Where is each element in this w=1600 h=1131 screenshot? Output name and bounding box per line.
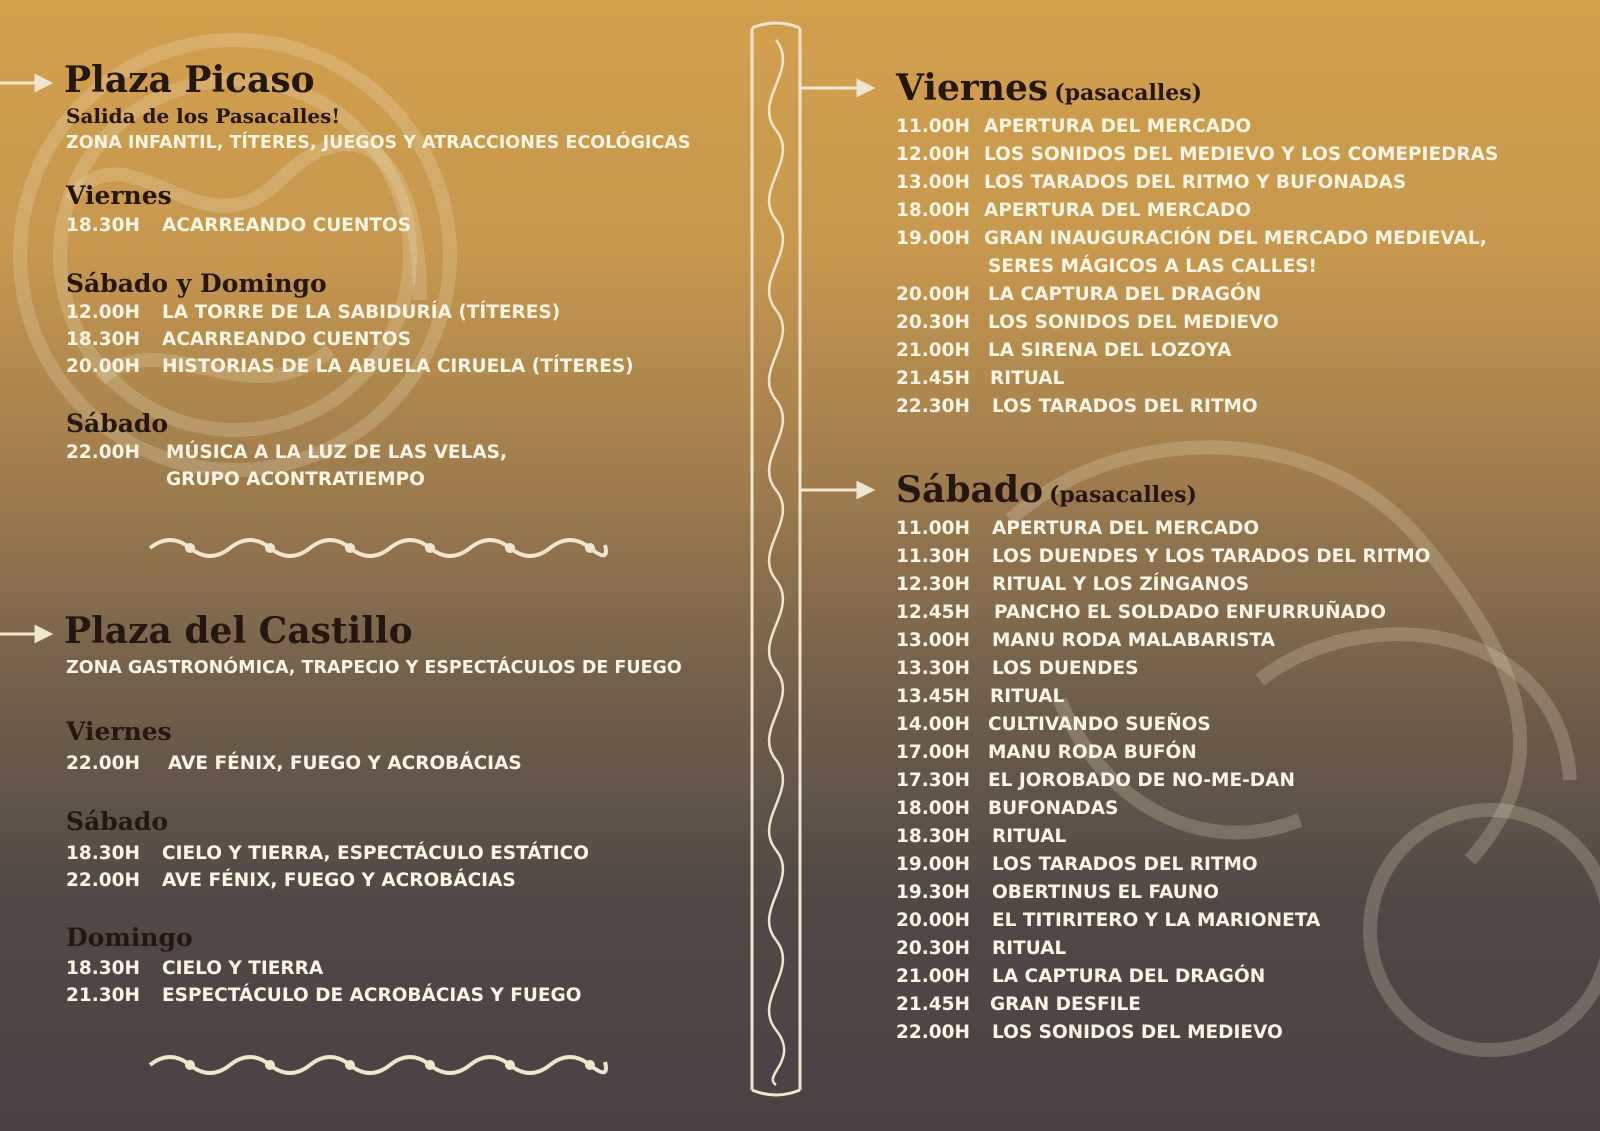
pasacalles-label: (pasacalles) <box>1054 80 1203 106</box>
schedule-row-continuation: SERES MÁGICOS A LAS CALLES! <box>988 256 1317 277</box>
schedule-row: 22.00H LOS SONIDOS DEL MEDIEVO <box>896 1022 1283 1043</box>
schedule-row: 20.00H EL TITIRITERO Y LA MARIONETA <box>896 910 1321 931</box>
schedule-row: 18.30H CIELO Y TIERRA, ESPECTÁCULO ESTÁTICO <box>66 843 589 864</box>
schedule-row: 20.30H LOS SONIDOS DEL MEDIEVO <box>896 312 1279 333</box>
section-title-plaza-picaso: Plaza Picaso <box>64 59 315 101</box>
schedule-row: 12.00H LA TORRE DE LA SABIDURÍA (TÍTERES) <box>66 302 561 323</box>
schedule-row: 21.00H LA SIRENA DEL LOZOYA <box>896 340 1232 361</box>
schedule-row: 12.00H LOS SONIDOS DEL MEDIEVO Y LOS COMEPIEDRAS <box>896 144 1499 165</box>
section-title-sabado: Sábado (pasacalles) <box>896 469 1197 511</box>
pasacalles-label: (pasacalles) <box>1049 482 1197 508</box>
schedule-row: 11.00H APERTURA DEL MERCADO <box>896 116 1252 137</box>
schedule-row: 13.30H LOS DUENDES <box>896 658 1139 679</box>
schedule-row: 22.00H AVE FÉNIX, FUEGO Y ACROBÁCIAS <box>66 870 516 891</box>
schedule-row: 21.30H ESPECTÁCULO DE ACROBÁCIAS Y FUEGO <box>66 985 582 1006</box>
day-heading: Viernes <box>66 181 172 210</box>
schedule-row: 19.00H LOS TARADOS DEL RITMO <box>896 854 1258 875</box>
day-heading: Sábado <box>66 409 169 438</box>
schedule-row: 22.00H MÚSICA A LA LUZ DE LAS VELAS, <box>66 442 508 463</box>
schedule-row: 18.30H RITUAL <box>896 826 1067 847</box>
schedule-row: 13.00H LOS TARADOS DEL RITMO Y BUFONADAS <box>896 172 1407 193</box>
schedule-row-continuation: GRUPO ACONTRATIEMPO <box>166 469 425 490</box>
schedule-row: 18.30H CIELO Y TIERRA <box>66 958 324 979</box>
schedule-row: 11.30H LOS DUENDES Y LOS TARADOS DEL RITMO <box>896 546 1431 567</box>
schedule-row: 14.00H CULTIVANDO SUEÑOS <box>896 714 1211 735</box>
day-heading: Viernes <box>66 717 172 746</box>
schedule-row: 13.45H RITUAL <box>896 686 1065 707</box>
schedule-row: 20.30H RITUAL <box>896 938 1067 959</box>
schedule-row: 18.30H ACARREANDO CUENTOS <box>66 329 412 350</box>
zone-description: ZONA INFANTIL, TÍTERES, JUEGOS Y ATRACCIONES ECOLÓGICAS <box>66 133 691 153</box>
schedule-row: 18.00H APERTURA DEL MERCADO <box>896 200 1252 221</box>
section-subtitle: Salida de los Pasacalles! <box>66 104 341 128</box>
schedule-row: 11.00H APERTURA DEL MERCADO <box>896 518 1260 539</box>
schedule-row: 12.30H RITUAL Y LOS ZÍNGANOS <box>896 574 1250 595</box>
schedule-row: 21.00H LA CAPTURA DEL DRAGÓN <box>896 966 1266 987</box>
schedule-row: 20.00H LA CAPTURA DEL DRAGÓN <box>896 284 1262 305</box>
day-heading: Domingo <box>66 923 193 952</box>
schedule-row: 22.30H LOS TARADOS DEL RITMO <box>896 396 1258 417</box>
schedule-row: 17.30H EL JOROBADO DE NO-ME-DAN <box>896 770 1295 791</box>
schedule-row: 22.00H AVE FÉNIX, FUEGO Y ACROBÁCIAS <box>66 753 522 774</box>
schedule-row: 13.00H MANU RODA MALABARISTA <box>896 630 1275 651</box>
section-title-viernes: Viernes (pasacalles) <box>896 67 1203 109</box>
schedule-row: 20.00H HISTORIAS DE LA ABUELA CIRUELA (TÍTERES) <box>66 356 634 377</box>
section-title-plaza-del-castillo: Plaza del Castillo <box>64 610 413 652</box>
schedule-row: 19.00H GRAN INAUGURACIÓN DEL MERCADO MEDIEVAL, <box>896 228 1487 249</box>
day-heading: Sábado y Domingo <box>66 269 327 298</box>
schedule-row: 12.45H PANCHO EL SOLDADO ENFURRUÑADO <box>896 602 1386 623</box>
zone-description: ZONA GASTRONÓMICA, TRAPECIO Y ESPECTÁCULOS DE FUEGO <box>66 658 682 678</box>
schedule-row: 21.45H GRAN DESFILE <box>896 994 1141 1015</box>
schedule-row: 19.30H OBERTINUS EL FAUNO <box>896 882 1220 903</box>
day-heading: Sábado <box>66 807 169 836</box>
schedule-row: 18.00H BUFONADAS <box>896 798 1119 819</box>
schedule-row: 21.45H RITUAL <box>896 368 1065 389</box>
schedule-row: 17.00H MANU RODA BUFÓN <box>896 742 1197 763</box>
schedule-row: 18.30H ACARREANDO CUENTOS <box>66 215 412 236</box>
